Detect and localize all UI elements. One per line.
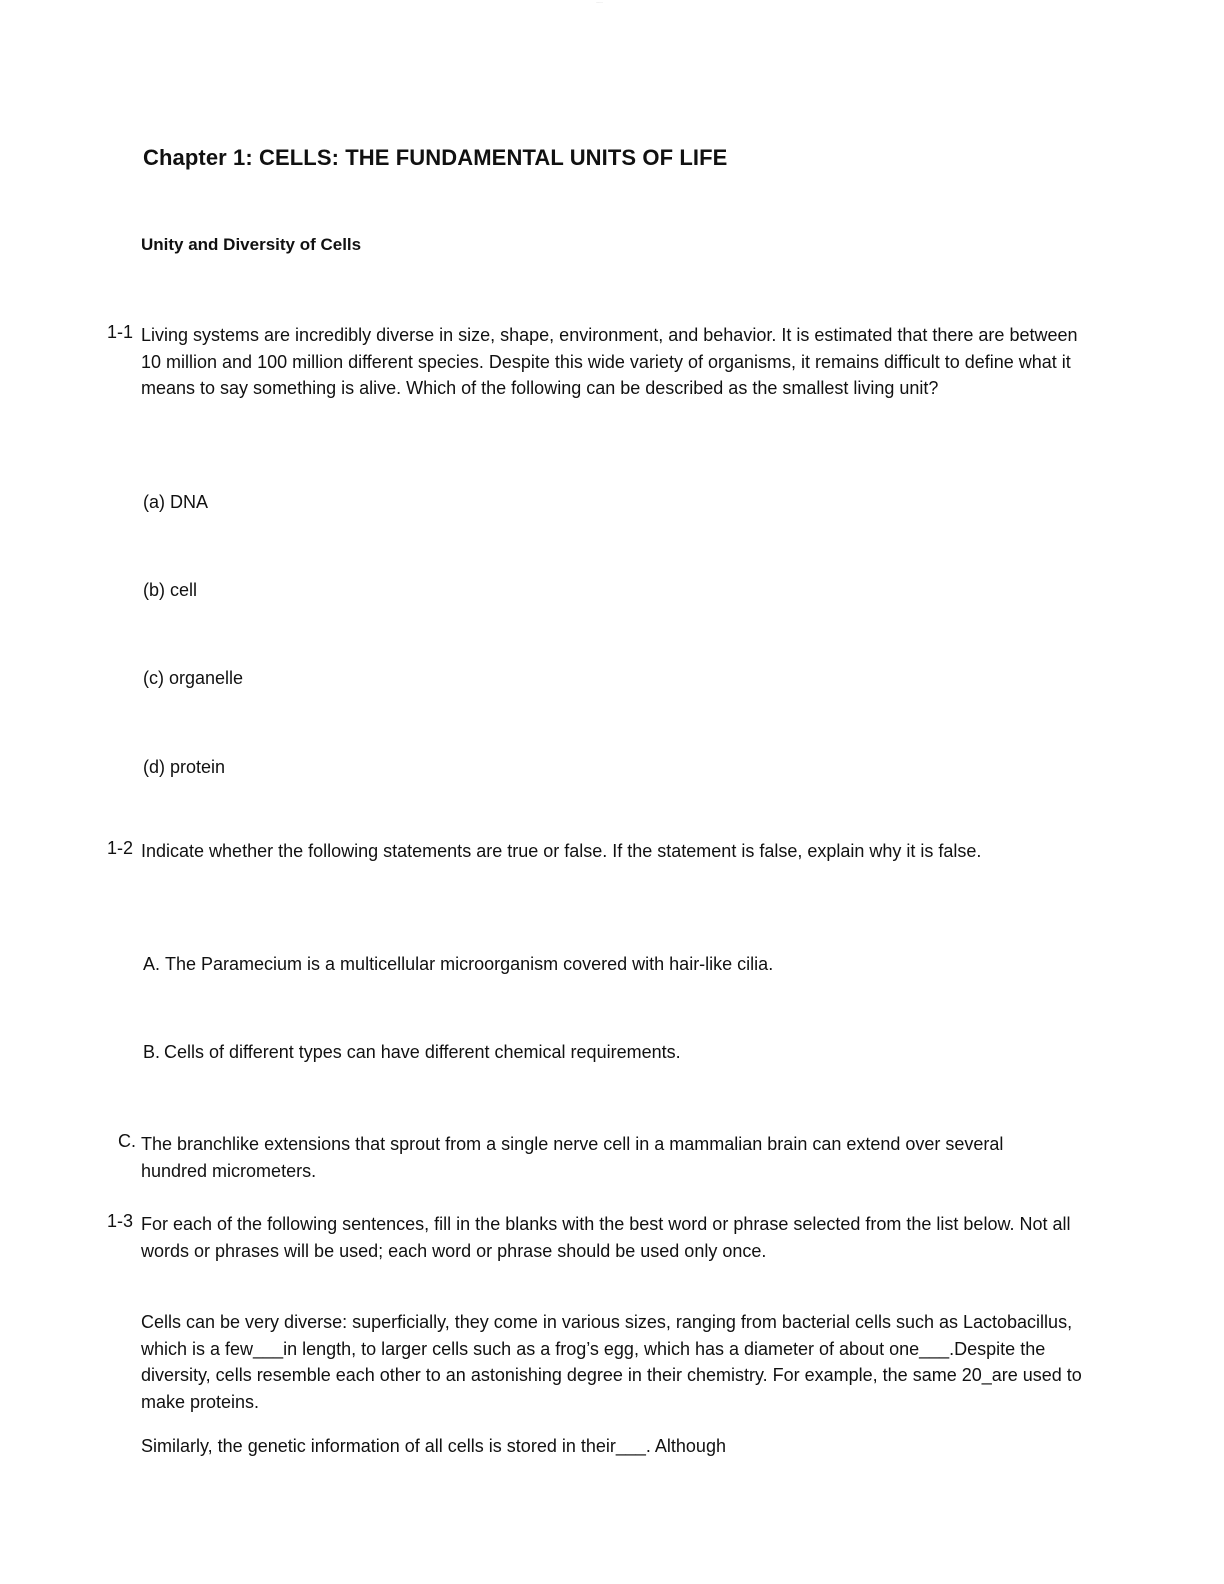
chapter-title: Chapter 1: CELLS: THE FUNDAMENTAL UNITS OF LIFE — [143, 145, 728, 170]
statement-text: Cells of different types can have different chemical requirements. — [164, 1042, 681, 1062]
statement-label: C. — [118, 1131, 136, 1151]
question-number: 1-1 — [107, 322, 134, 342]
option-a: (a) DNA — [143, 492, 209, 512]
statement-text: The Paramecium is a multicellular microorganism covered with hair-like cilia. — [165, 954, 774, 974]
question-text: For each of the following sentences, fill in the blanks with the best word or phrase selected from the list below. Not all words or phrases will be used; each word or phrase should be used only once. — [141, 1214, 1071, 1261]
option-c: (c) organelle — [143, 668, 244, 688]
fill-in-paragraph: Similarly, the genetic information of all cells is stored in their___. Although — [141, 1436, 726, 1456]
section-heading: Unity and Diversity of Cells — [141, 235, 362, 254]
question-text: Living systems are incredibly diverse in size, shape, environment, and behavior. It is estimated that there are between 10 million and 100 million different species. Despite this wide variety of organisms, it remains difficult to define what it means to say something is alive. Which of the following can be described as the smallest living unit? — [141, 325, 1078, 398]
fill-in-paragraph: Cells can be very diverse: superficially, they come in various sizes, ranging from bacterial cells such as Lactobacillus, which is a few___in length, to larger cells such as a frog’s egg, which has a diameter of about one___.Despite the diversity, cells resemble each other to an astonishing degree in their chemistry. For example, the same 20_are used to make proteins. — [141, 1312, 1082, 1412]
statement-label: A. — [143, 954, 161, 974]
question-text: Indicate whether the following statements are true or false. If the statement is false, explain why it is false. — [141, 841, 982, 861]
question-number: 1-2 — [107, 838, 134, 858]
header-mark: ........ — [596, 0, 603, 3]
option-d: (d) protein — [143, 757, 226, 777]
statement-label: B. — [143, 1042, 161, 1062]
question-number: 1-3 — [107, 1211, 134, 1231]
statement-text: The branchlike extensions that sprout from a single nerve cell in a mammalian brain can extend over several hundred micrometers. — [141, 1134, 1004, 1181]
option-b: (b) cell — [143, 580, 198, 600]
